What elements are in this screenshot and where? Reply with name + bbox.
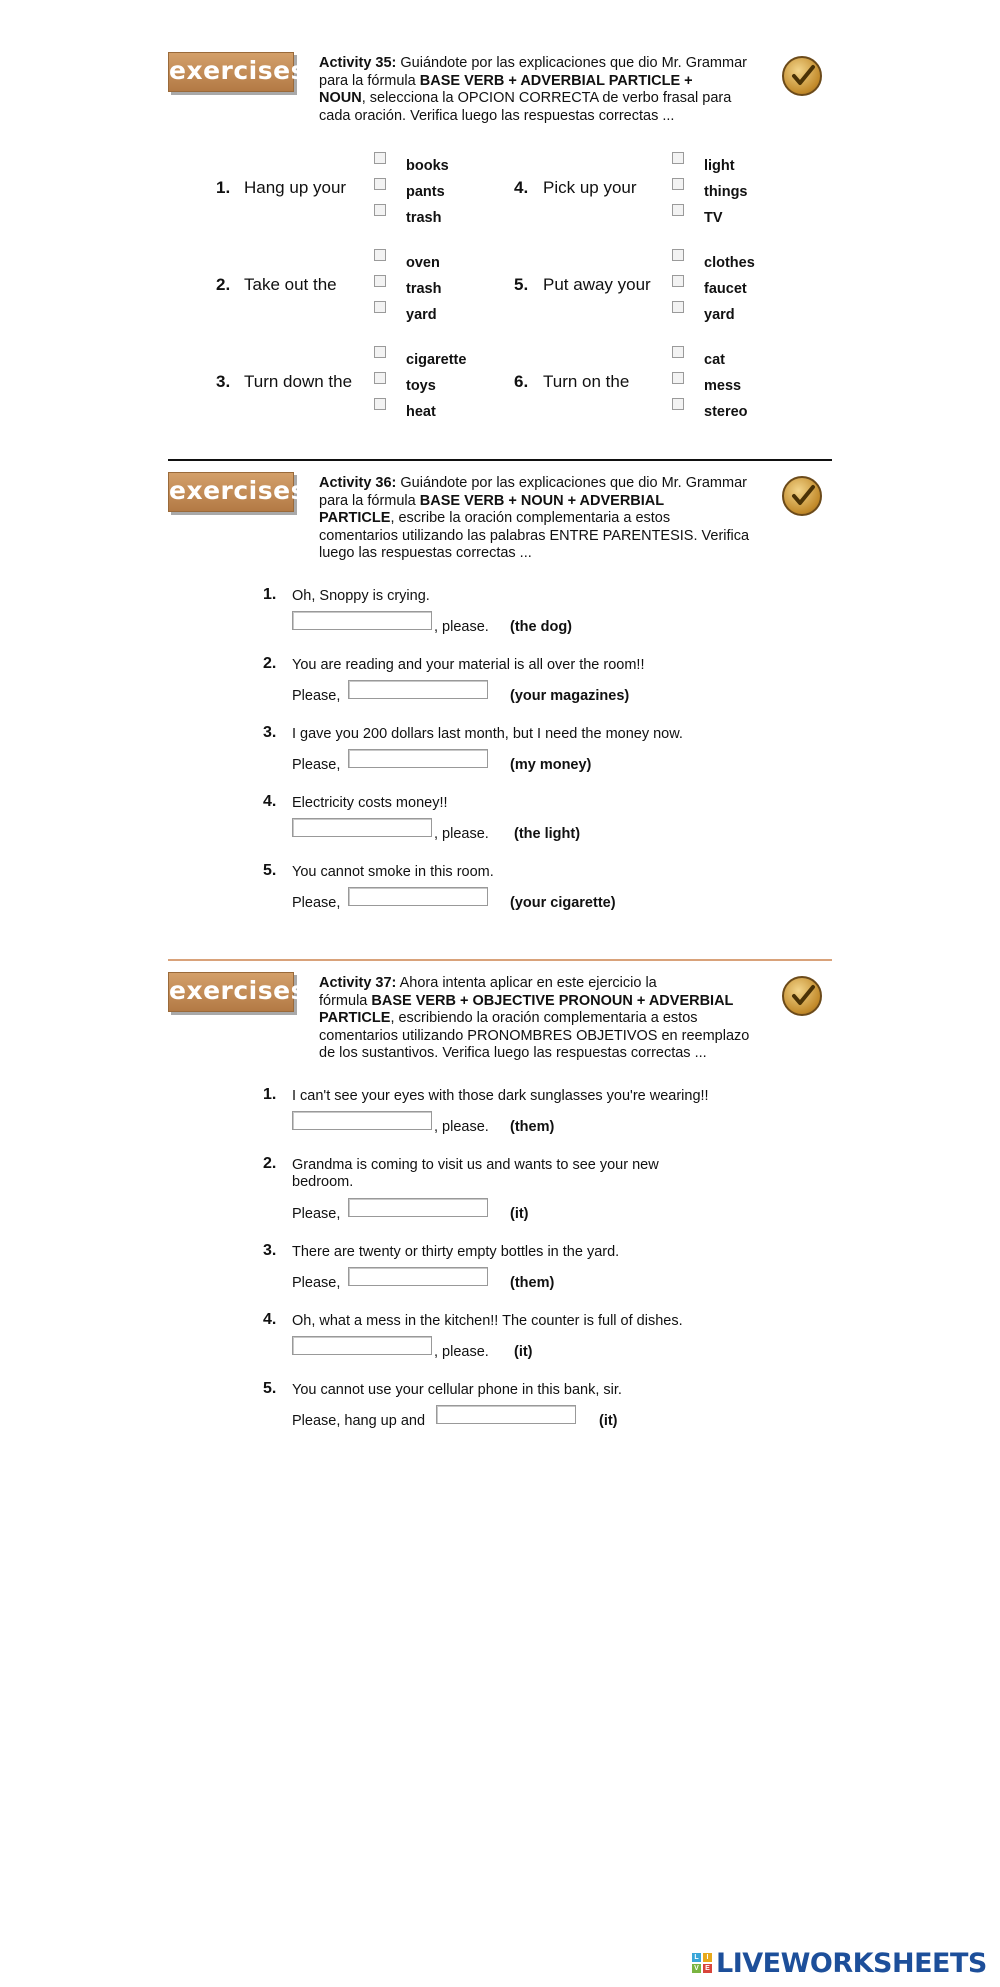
answer-hint: (your cigarette) <box>510 895 616 911</box>
question-number: 3. <box>216 372 231 391</box>
activity37-line4: comentarios utilizando PRONOMBRES OBJETIVOS en reemplazo <box>319 1027 750 1044</box>
option-label: mess <box>704 378 742 394</box>
question-text: Turn down the <box>244 372 353 391</box>
logo-block: E <box>703 1964 712 1973</box>
option-checkbox[interactable] <box>374 275 386 287</box>
answer-prefix: Please, <box>292 1206 341 1222</box>
item-text: I gave you 200 dollars last month, but I need the money now. <box>292 726 683 742</box>
item-number: 4. <box>263 1311 277 1328</box>
check-answers-icon[interactable] <box>782 56 822 96</box>
activity36-line4: comentarios utilizando las palabras ENTRE PARENTESIS. Verifica <box>319 527 750 544</box>
answer-hint: (it) <box>510 1206 529 1222</box>
question-text: Put away your <box>543 275 651 294</box>
item-number: 4. <box>263 793 277 810</box>
answer-hint: (it) <box>599 1413 618 1429</box>
option-checkbox[interactable] <box>672 178 684 190</box>
answer-hint: (your magazines) <box>510 688 630 704</box>
activity35-line4: cada oración. Verifica luego las respuestas correctas ... <box>319 107 675 124</box>
option-checkbox[interactable] <box>672 249 684 261</box>
activity35-line2: para la fórmula <box>319 72 420 89</box>
option-label: faucet <box>704 281 747 297</box>
item-text: Electricity costs money!! <box>292 795 448 811</box>
item-number: 3. <box>263 1242 277 1259</box>
activity37-line5: de los sustantivos. Verifica luego las respuestas correctas ... <box>319 1045 707 1061</box>
answer-hint: (them) <box>510 1275 555 1291</box>
activity37-formula-end: PARTICLE <box>319 1010 391 1026</box>
activity37-line3: , escribiendo la oración complementaria a estos <box>390 1010 698 1026</box>
option-label: clothes <box>704 255 755 271</box>
option-label: trash <box>406 281 442 297</box>
answer-hint: (the dog) <box>510 619 573 635</box>
answer-input[interactable] <box>348 680 488 699</box>
activity37-title: Activity 37: <box>319 975 397 991</box>
option-checkbox[interactable] <box>374 152 386 164</box>
activity35-formula-end: NOUN <box>319 90 362 106</box>
answer-prefix: Please, hang up and <box>292 1413 426 1429</box>
option-checkbox[interactable] <box>374 301 386 313</box>
answer-input[interactable] <box>292 1336 432 1355</box>
activity36-title: Activity 36: <box>319 475 397 491</box>
activity35-instructions <box>319 55 779 125</box>
activity36-formula-end: PARTICLE <box>319 510 391 526</box>
question-text: Pick up your <box>543 178 637 197</box>
logo-blocks-icon <box>692 1953 712 1973</box>
item-text: You are reading and your material is all over the room!! <box>292 657 645 673</box>
answer-input[interactable] <box>348 887 488 906</box>
option-checkbox[interactable] <box>672 346 684 358</box>
answer-input[interactable] <box>348 1198 488 1217</box>
question-number: 4. <box>514 178 529 197</box>
answer-hint: (it) <box>514 1344 533 1360</box>
item-number: 2. <box>263 655 277 672</box>
option-checkbox[interactable] <box>672 301 684 313</box>
item-number: 5. <box>263 1380 277 1397</box>
answer-hint: (them) <box>510 1119 555 1135</box>
answer-prefix: Please, <box>292 688 341 704</box>
item-number: 5. <box>263 862 277 879</box>
option-checkbox[interactable] <box>374 398 386 410</box>
option-label: books <box>406 158 449 174</box>
activity37-line1: Ahora intenta aplicar en este ejercicio la <box>396 975 657 991</box>
answer-input[interactable] <box>436 1405 576 1424</box>
item-text: Oh, what a mess in the kitchen!! The counter is full of dishes. <box>292 1313 683 1329</box>
option-checkbox[interactable] <box>672 152 684 164</box>
activity35-title: Activity 35: <box>319 55 397 71</box>
section-divider <box>168 959 832 961</box>
activity36-line1: Guiándote por las explicaciones que dio Mr. Grammar <box>396 475 747 491</box>
option-checkbox[interactable] <box>374 346 386 358</box>
question-text: Turn on the <box>543 372 630 391</box>
item-text: You cannot use your cellular phone in this bank, sir. <box>292 1382 622 1398</box>
item-number: 1. <box>263 1086 277 1103</box>
option-checkbox[interactable] <box>374 204 386 216</box>
activity36-line5: luego las respuestas correctas ... <box>319 545 532 561</box>
answer-input[interactable] <box>292 818 432 837</box>
option-checkbox[interactable] <box>374 249 386 261</box>
item-number: 1. <box>263 586 277 603</box>
section-divider <box>168 459 832 461</box>
option-checkbox[interactable] <box>374 178 386 190</box>
answer-input[interactable] <box>348 749 488 768</box>
answer-prefix: Please, <box>292 895 341 911</box>
item-text: I can't see your eyes with those dark sunglasses you're wearing!! <box>292 1088 709 1104</box>
exercises-badge: exercises <box>168 52 294 92</box>
activity36-line3: , escribe la oración complementaria a estos <box>390 510 671 526</box>
question-text: Hang up your <box>244 178 347 197</box>
option-label: things <box>704 184 748 200</box>
exercises-badge: exercises <box>168 472 294 512</box>
logo-text: LIVEWORKSHEETS <box>716 1947 987 1979</box>
answer-prefix: Please, <box>292 757 341 773</box>
item-text: You cannot smoke in this room. <box>292 864 494 880</box>
logo-block: V <box>692 1964 701 1973</box>
item-number: 2. <box>263 1155 277 1172</box>
option-label: heat <box>406 404 436 420</box>
option-label: TV <box>704 210 723 226</box>
option-checkbox[interactable] <box>672 398 684 410</box>
logo-block: L <box>692 1953 701 1962</box>
option-label: oven <box>406 255 440 271</box>
question-number: 6. <box>514 372 529 391</box>
answer-hint: (my money) <box>510 757 592 773</box>
answer-input[interactable] <box>348 1267 488 1286</box>
check-answers-icon[interactable] <box>782 476 822 516</box>
item-text: Grandma is coming to visit us and wants to see your new bedroom. <box>292 1157 659 1190</box>
exercises-badge: exercises <box>168 972 294 1012</box>
option-label: cigarette <box>406 352 467 368</box>
question-number: 5. <box>514 275 529 294</box>
activity37-instructions <box>319 975 789 1063</box>
option-checkbox[interactable] <box>672 275 684 287</box>
activity36-formula: BASE VERB + NOUN + ADVERBIAL <box>419 492 665 509</box>
option-checkbox[interactable] <box>374 372 386 384</box>
answer-suffix: , please. <box>434 1344 489 1360</box>
answer-suffix: , please. <box>434 619 489 635</box>
option-label: cat <box>704 352 725 368</box>
option-label: toys <box>406 378 436 394</box>
option-label: trash <box>406 210 442 226</box>
option-checkbox[interactable] <box>672 204 684 216</box>
logo-block: I <box>703 1953 712 1962</box>
answer-prefix: Please, <box>292 1275 341 1291</box>
option-checkbox[interactable] <box>672 372 684 384</box>
activity35-line1: Guiándote por las explicaciones que dio Mr. Grammar <box>396 55 747 71</box>
item-text: There are twenty or thirty empty bottles in the yard. <box>292 1244 620 1260</box>
option-label: pants <box>406 184 445 200</box>
answer-suffix: , please. <box>434 826 489 842</box>
activity37-formula: BASE VERB + OBJECTIVE PRONOUN + ADVERBIAL <box>371 992 734 1009</box>
option-label: yard <box>704 307 735 323</box>
item-number: 3. <box>263 724 277 741</box>
activity36-line2: para la fórmula <box>319 492 420 509</box>
question-text: Take out the <box>244 275 337 294</box>
activity35-line3: , selecciona la OPCION CORRECTA de verbo frasal para <box>361 90 732 106</box>
answer-input[interactable] <box>292 611 432 630</box>
item-text: Oh, Snoppy is crying. <box>292 588 430 604</box>
answer-input[interactable] <box>292 1111 432 1130</box>
liveworksheets-logo[interactable] <box>692 1948 987 1978</box>
activity36-instructions <box>319 475 789 563</box>
option-label: yard <box>406 307 437 323</box>
check-answers-icon[interactable] <box>782 976 822 1016</box>
activity35-formula: BASE VERB + ADVERBIAL PARTICLE + <box>419 72 693 89</box>
option-label: light <box>704 158 735 174</box>
question-number: 2. <box>216 275 231 294</box>
answer-hint: (the light) <box>514 826 581 842</box>
option-label: stereo <box>704 404 748 420</box>
answer-suffix: , please. <box>434 1119 489 1135</box>
activity37-line2: fórmula <box>319 992 372 1009</box>
question-number: 1. <box>216 178 231 197</box>
